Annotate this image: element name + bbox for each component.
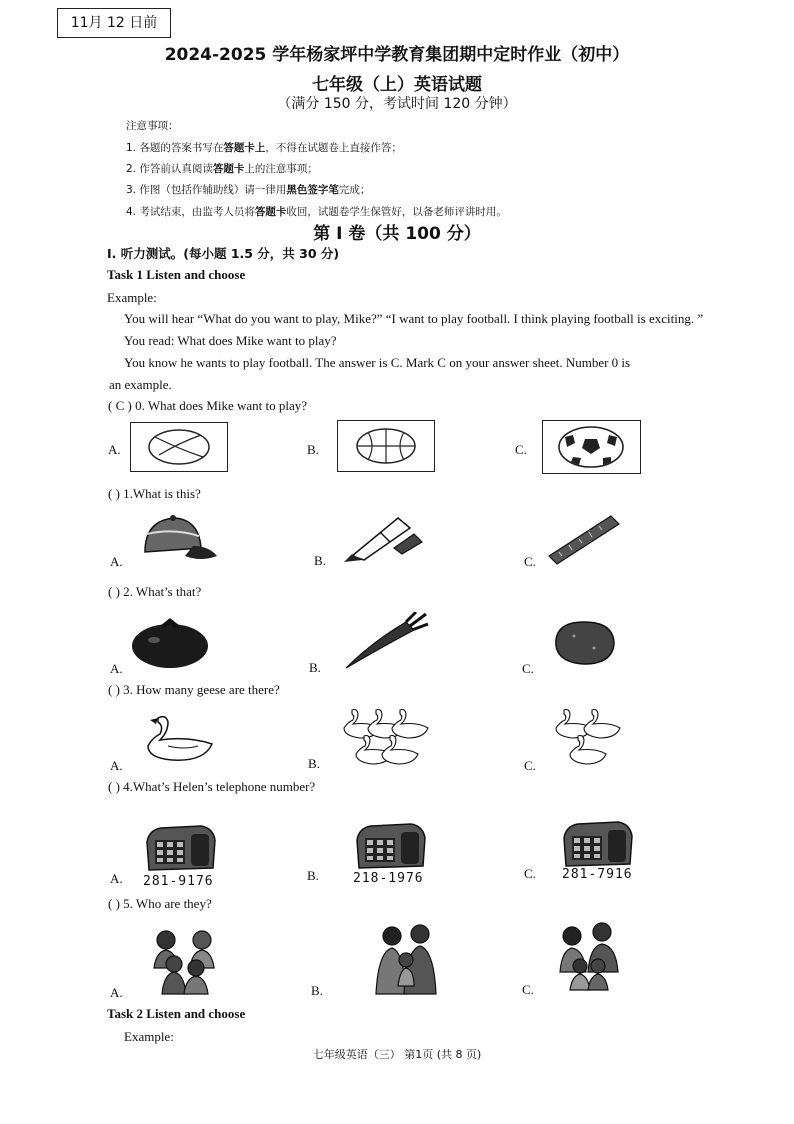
part-title: 第 I 卷（共 100 分） <box>313 224 481 244</box>
question-4: ( ) 4.What’s Helen’s telephone number? <box>108 779 316 794</box>
football-picture <box>542 420 641 474</box>
carrot-icon <box>340 612 430 672</box>
q1-option-a-label: A. <box>110 554 123 569</box>
q3-option-a-label: A. <box>110 758 123 773</box>
page-footer: 七年级英语（三） 第1页 (共 8 页) <box>312 1048 482 1061</box>
question-1: ( ) 1.What is this? <box>108 486 201 501</box>
q5-option-c-label: C. <box>522 982 534 997</box>
question-3: ( ) 3. How many geese are there? <box>108 682 280 697</box>
one-goose-picture <box>138 710 218 766</box>
task2-title: Task 2 Listen and choose <box>107 1006 246 1021</box>
geese-icon <box>552 706 636 768</box>
three-geese-picture <box>552 706 636 768</box>
telephone-icon <box>141 822 219 874</box>
question-5: ( ) 5. Who are they? <box>108 896 212 911</box>
group-of-people-picture-a <box>148 928 224 996</box>
example-label: Example: <box>107 290 157 305</box>
goose-icon <box>138 710 218 766</box>
basketball-icon <box>338 421 434 471</box>
example-line-3: You know he wants to play football. The answer is C. Mark C on your answer sheet. Number 0 is <box>124 355 631 370</box>
note-item-4: 4. 考试结束，由监考人员将答题卡收回，试题卷学生保管好，以备老师评讲时用。 <box>126 206 507 218</box>
note-item-2: 2. 作答前认真阅读答题卡上的注意事项； <box>126 163 318 175</box>
exam-subtitle: 七年级（上）英语试题 <box>312 75 482 95</box>
geese-icon <box>340 706 444 770</box>
telephone-icon <box>558 818 636 870</box>
example-line-2: You read: What does Mike want to play? <box>124 333 337 348</box>
q1-option-b-label: B. <box>314 553 326 568</box>
telephone-picture-a <box>141 822 219 874</box>
note-item-3: 3. 作图（包括作辅助线）请一律用黑色签字笔完成； <box>126 184 371 196</box>
q0-option-a-label: A. <box>108 442 121 457</box>
tomato-picture <box>130 612 212 670</box>
question-2: ( ) 2. What’s that? <box>108 584 202 599</box>
q2-option-b-label: B. <box>309 660 321 675</box>
q1-option-c-label: C. <box>524 554 536 569</box>
pen-icon <box>340 508 426 564</box>
family-icon <box>558 922 620 992</box>
q3-option-c-label: C. <box>524 758 536 773</box>
tennis-ball-icon <box>131 423 227 471</box>
date-tag: 11月 12 日前 <box>57 8 171 38</box>
exam-title: 2024-2025 学年杨家坪中学教育集团期中定时作业（初中） <box>164 45 630 65</box>
q0-option-b-label: B. <box>307 442 319 457</box>
football-icon <box>543 421 640 473</box>
telephone-icon <box>351 820 429 872</box>
basketball-picture <box>337 420 435 472</box>
tennis-ball-picture <box>130 422 228 472</box>
carrot-picture <box>340 612 430 672</box>
notes-heading: 注意事项： <box>126 120 179 132</box>
q5-option-a-label: A. <box>110 985 123 1000</box>
task1-title: Task 1 Listen and choose <box>107 267 246 282</box>
example-line-4: an example. <box>109 377 172 392</box>
example-question: ( C ) 0. What does Mike want to play? <box>108 398 308 413</box>
family-picture-c <box>558 922 620 992</box>
four-geese-picture <box>340 706 444 770</box>
phone-number-b: 218-1976 <box>353 871 424 886</box>
q4-option-b-label: B. <box>307 868 319 883</box>
phone-number-a: 281-9176 <box>143 874 214 889</box>
ruler-icon <box>545 510 621 566</box>
phone-number-c: 281-7916 <box>562 867 633 882</box>
q4-option-c-label: C. <box>524 866 536 881</box>
tomato-icon <box>130 612 212 670</box>
section-listening: I. 听力测试。(每小题 1.5 分，共 30 分) <box>107 246 340 261</box>
q5-option-b-label: B. <box>311 983 323 998</box>
q0-option-c-label: C. <box>515 442 527 457</box>
cap-icon <box>137 512 219 568</box>
family-picture-b <box>372 924 440 996</box>
q2-option-a-label: A. <box>110 661 123 676</box>
telephone-picture-c <box>558 818 636 870</box>
q2-option-c-label: C. <box>522 661 534 676</box>
cap-picture <box>137 512 219 568</box>
potato-icon <box>550 618 620 668</box>
ruler-picture <box>545 510 621 566</box>
example-line-1: You will hear “What do you want to play, Mike?” “I want to play football. I think playing football is exciting. ” <box>124 311 704 326</box>
telephone-picture-b <box>351 820 429 872</box>
score-info: （满分 150 分，考试时间 120 分钟） <box>277 96 517 112</box>
task2-example-label: Example: <box>124 1029 174 1044</box>
family-icon <box>372 924 440 996</box>
q3-option-b-label: B. <box>308 756 320 771</box>
pen-picture <box>340 508 426 564</box>
q4-option-a-label: A. <box>110 871 123 886</box>
people-icon <box>148 928 224 996</box>
note-item-1: 1. 各题的答案书写在答题卡上，不得在试题卷上直接作答； <box>126 142 402 154</box>
potato-picture <box>550 618 620 668</box>
